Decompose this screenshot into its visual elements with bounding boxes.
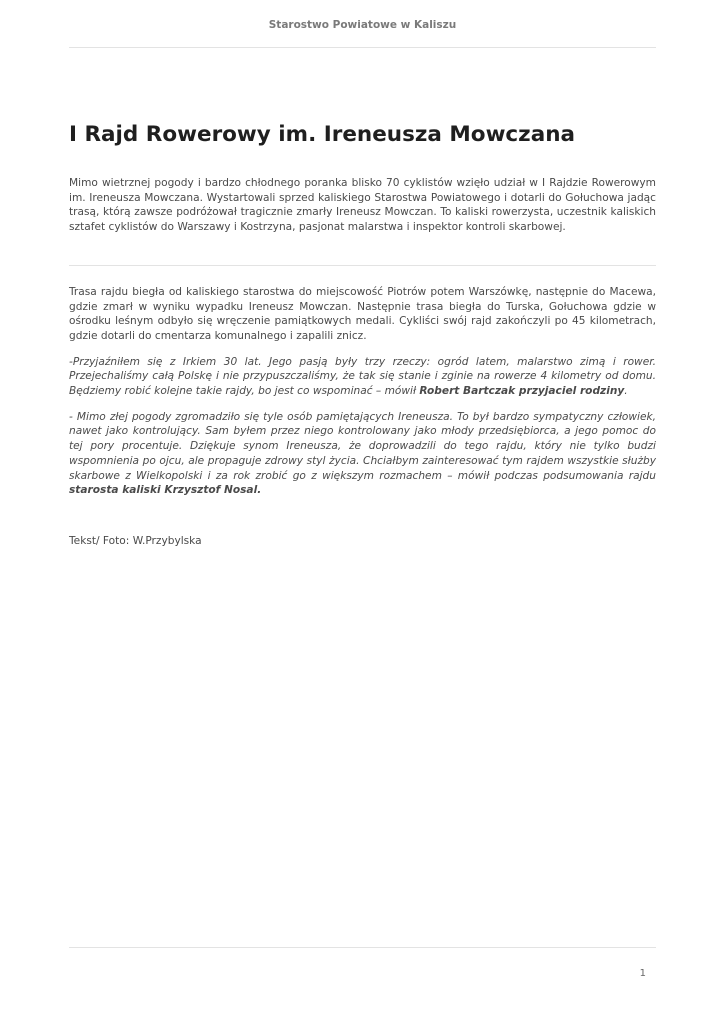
quote-nosal [69,410,656,498]
photo-credit: Tekst/ Foto: W.Przybylska [69,534,202,547]
quote-bartczak [69,355,656,399]
article-route-paragraph: Trasa rajdu biegła od kaliskiego starostwa do miejscowość Piotrów potem Warszówkę, następnie do Macewa, gdzie zmarł w wyniku wypadku Ireneusz Mowczan. Następnie trasa biegła do Turska, Gołuchowa gdzie w ośrodku leśnym odbyło się wręczenie pamiątkowych medali. Cykliści swój rajd zakończyli po 45 kilometrach, gdzie dotarli do cmentarza komunalnego i zapalili znicz. [69,285,656,342]
quote-speaker: Robert Bartczak przyjaciel rodziny [419,385,625,398]
article [69,118,656,549]
article-title: I Rajd Rowerowy im. Ireneusza Mowczana [69,122,576,147]
quote-speaker: starosta kaliski Krzysztof Nosal. [69,484,262,497]
page-number: 1 [639,968,646,979]
site-title: Starostwo Powiatowe w Kaliszu [268,19,457,31]
quote-text: -Przyjaźniłem się z Irkiem 30 lat. Jego pasją były trzy rzeczy: ogród latem, malarstwo zimą i rower. Przejechaliśmy całą Polskę i nie przypuszczaliśmy, że tak się stanie i zginie na rowerze 4 kilometry od domu. Będziemy robić kolejne takie rajdy, bo jest co wspominać – mówił [69,355,656,398]
footer-divider [69,947,656,948]
section-divider [69,265,656,266]
quote-end: . [624,385,628,398]
page-header [69,0,656,48]
article-intro: Mimo wietrznej pogody i bardzo chłodnego poranka blisko 70 cyklistów wzięło udział w I Rajdzie Rowerowym im. Ireneusza Mowczana. Wystartowali sprzed kaliskiego Starostwa Powiatowego i dotarli do Gołuchowa jadąc trasą, którą zawsze podróżował tragicznie zmarły Ireneusz Mowczan. To kaliski rowerzysta, uczestnik kaliskich sztafet cyklistów do Warszawy i Kostrzyna, pasjonat malarstwa i inspektor kontroli skarbowej. [69,177,656,234]
quote-text: - Mimo złej pogody zgromadziło się tyle osób pamiętających Ireneusza. To był bardzo sympatyczny człowiek, nawet jako kontrolujący. Sam byłem przez niego kontrolowany jako młody przedsiębiorca, a jego pomoc do tej pory procentuje. Dziękuje synom Ireneusza, że doprowadzili do tego rajdu, który nie tylko budzi wspomnienia po ojcu, ale propaguje zdrowy styl życia. Chciałbym zainteresować tym rajdem wszystkie służby skarbowe z Wielkopolski i za rok zrobić go z większym rozmachem – mówił podczas podsumowania rajdu [69,410,656,482]
